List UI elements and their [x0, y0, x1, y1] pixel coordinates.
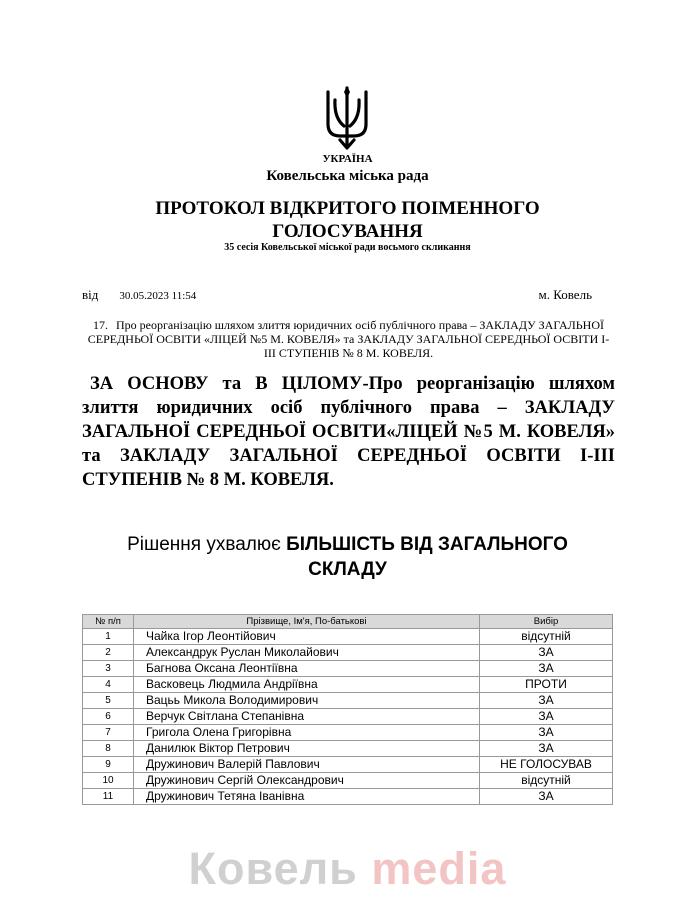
table-row: [83, 741, 613, 757]
table-row: [83, 677, 613, 693]
table-row: [83, 709, 613, 725]
table-row: [83, 757, 613, 773]
deputy-name: Григола Олена Григорівна: [134, 725, 480, 741]
vote-choice: ЗА: [480, 661, 613, 677]
session-info: 35 сесія Ковельської міської ради восьмого скликання: [224, 242, 471, 253]
vote-choice: НЕ ГОЛОСУВАВ: [480, 757, 613, 773]
deputy-name: Верчук Світлана Степанівна: [134, 709, 480, 725]
vote-choice: ЗА: [480, 709, 613, 725]
deputy-name: Дружинович Валерій Павлович: [134, 757, 480, 773]
table-row: [83, 661, 613, 677]
deputy-name: Васковець Людмила Андріївна: [134, 677, 480, 693]
row-number: 3: [83, 661, 134, 677]
row-number: 4: [83, 677, 134, 693]
country-name: УКРАЇНА: [322, 153, 373, 165]
table-row: [83, 789, 613, 805]
row-number: 11: [83, 789, 134, 805]
deputy-name: Александрук Руслан Миколайович: [134, 645, 480, 661]
vote-choice: відсутній: [480, 773, 613, 789]
deputy-name: Чайка Ігор Леонтійович: [134, 629, 480, 645]
verdict-result: БІЛЬШІСТЬ ВІД ЗАГАЛЬНОГО СКЛАДУ: [286, 534, 568, 580]
watermark-part2: media: [371, 843, 507, 894]
watermark-part1: Ковель: [188, 843, 358, 894]
date-row: [82, 287, 592, 303]
council-name: Ковельська міська рада: [266, 168, 429, 184]
deputy-name: Багнова Оксана Леонтіївна: [134, 661, 480, 677]
vote-datetime: 30.05.2023 11:54: [119, 290, 197, 302]
row-number: 6: [83, 709, 134, 725]
agenda-number: 17.: [93, 318, 108, 332]
row-number: 2: [83, 645, 134, 661]
vote-choice: ЗА: [480, 725, 613, 741]
row-number: 8: [83, 741, 134, 757]
row-number: 9: [83, 757, 134, 773]
city-name: м. Ковель: [538, 287, 592, 302]
table-row: [83, 629, 613, 645]
watermark-logo: [0, 843, 695, 895]
table-header-row: [83, 615, 613, 629]
column-header-number: № п/п: [83, 615, 134, 629]
table-row: [83, 725, 613, 741]
votes-table: [82, 614, 613, 805]
vote-choice: ПРОТИ: [480, 677, 613, 693]
vote-choice: ЗА: [480, 645, 613, 661]
verdict: [100, 532, 595, 582]
row-number: 7: [83, 725, 134, 741]
verdict-prefix: Рішення ухвалює: [127, 534, 287, 555]
vote-choice: ЗА: [480, 741, 613, 757]
agenda-text: Про реорганізацію шляхом злиття юридичних осіб публічного права – ЗАКЛАДУ ЗАГАЛЬНОЇ СЕРЕДНЬОЇ ОСВІТИ «ЛІЦЕЙ №5 М. КОВЕЛЯ» та ЗАКЛАДУ ЗАГАЛЬНОЇ СЕРЕДНЬОЇ ОСВІТИ І-ІІІ СТУПЕНІВ № 8 М. КОВЕЛЯ.: [87, 318, 610, 360]
deputy-name: Данилюк Віктор Петрович: [134, 741, 480, 757]
decision-text: ЗА ОСНОВУ та В ЦІЛОМУ-Про реорганізацію шляхом злиття юридичних осіб публічного права – ЗАКЛАДУ ЗАГАЛЬНОЇ СЕРЕДНЬОЇ ОСВІТИ«ЛІЦЕЙ №5 М. КОВЕЛЯ» та ЗАКЛАДУ ЗАГАЛЬНОЇ СЕРЕДНЬОЇ ОСВІТИ І-ІІІ СТУПЕНІВ № 8 М. КОВЕЛЯ.: [82, 374, 615, 490]
table-row: [83, 645, 613, 661]
row-number: 5: [83, 693, 134, 709]
document-title: ПРОТОКОЛ ВІДКРИТОГО ПОІМЕННОГО ГОЛОСУВАННЯ: [155, 198, 540, 242]
deputy-name: Вацьь Микола Володимирович: [134, 693, 480, 709]
deputy-name: Дружинович Сергій Олександрович: [134, 773, 480, 789]
trident-emblem-icon: [324, 84, 370, 152]
row-number: 10: [83, 773, 134, 789]
row-number: 1: [83, 629, 134, 645]
agenda-item: [82, 318, 615, 360]
vote-choice: ЗА: [480, 693, 613, 709]
table-row: [83, 693, 613, 709]
column-header-choice: Вибір: [480, 615, 613, 629]
table-row: [83, 773, 613, 789]
vote-choice: ЗА: [480, 789, 613, 805]
column-header-name: Прізвище, Ім'я, По-батькові: [134, 615, 480, 629]
vote-choice: відсутній: [480, 629, 613, 645]
date-label: від: [82, 287, 99, 302]
deputy-name: Дружинович Тетяна Іванівна: [134, 789, 480, 805]
